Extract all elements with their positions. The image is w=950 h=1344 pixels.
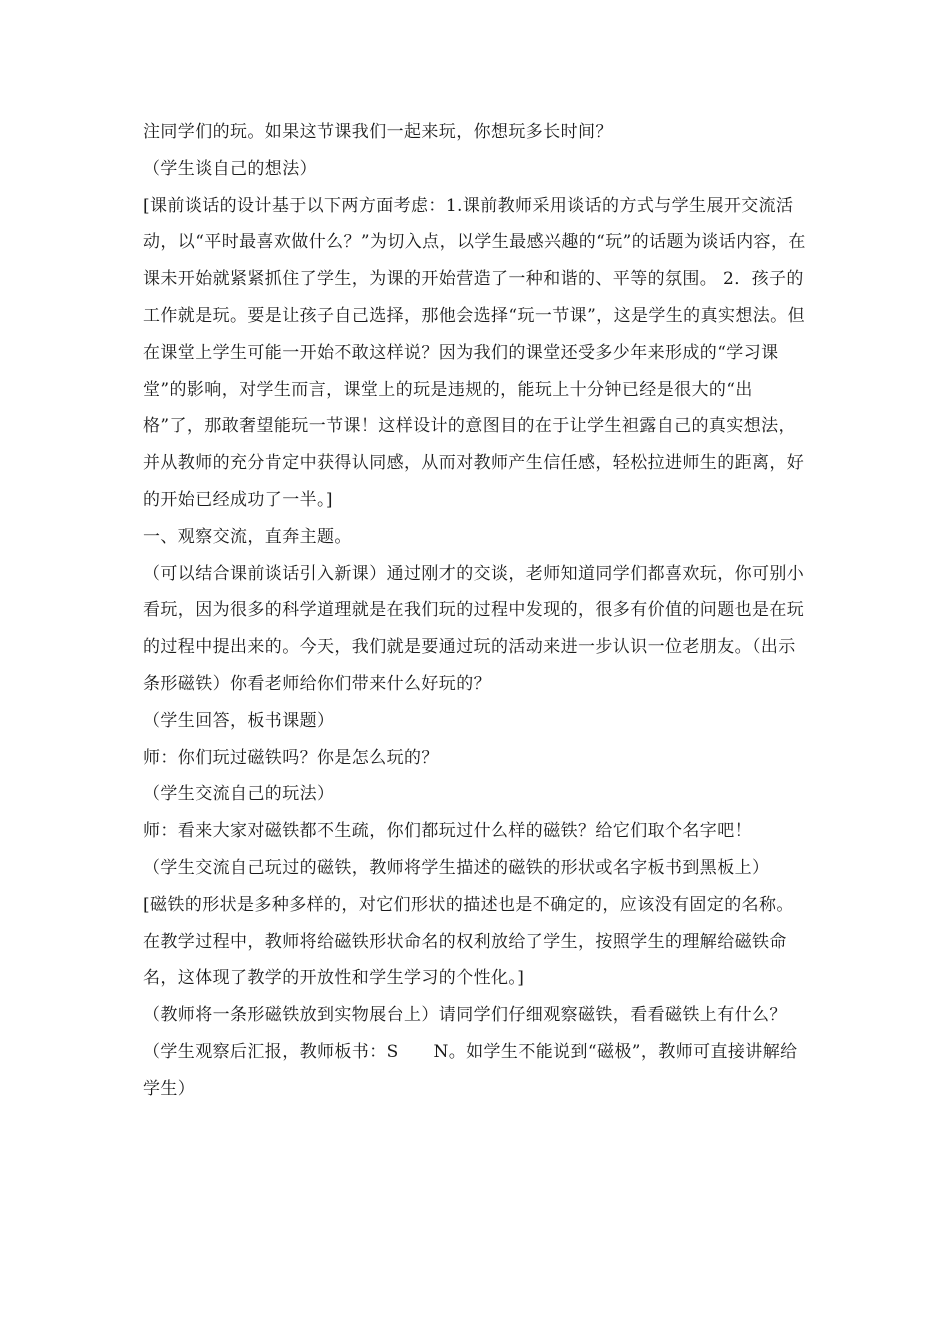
paragraph-teacher-question-1: 师：你们玩过磁铁吗？你是怎么玩的？ [143, 747, 439, 768]
section-heading-observe: 一、观察交流，直奔主题。 [143, 526, 352, 547]
paragraph-design-notes: [课前谈话的设计基于以下两方面考虑：1.课前教师采用谈话的方式与学生展开交流活动，以“平时最喜欢做什么？”为切入点，以学生最感兴趣的“玩”的话题为谈话内容，在课未开始就紧紧抓住了学生，为课的开始营造了一种和谐的、平等的氛围。 2．孩子的工作就是玩。要是让孩子自己选择，那他会选择“玩一节课”，这是学生的真实想法。但在课堂上学生可能一开始不敢这样说？因为我们的课堂还受多少年来形成的“学习课堂”的影响，对学生而言，课堂上的玩是违规的，能玩上十分钟已经是很大的“出格”了，那敢奢望能玩一节课！这样设计的意图目的在于让学生袒露自己的真实想法，并从教师的充分肯定中获得认同感，从而对教师产生信任感，轻松拉进师生的距离，好的开始已经成功了一半。] [143, 195, 806, 510]
paragraph-student-answer: （学生回答，板书课题） [143, 710, 335, 731]
paragraph-student-ideas: （学生谈自己的想法） [143, 158, 317, 179]
paragraph-student-magnets: （学生交流自己玩过的磁铁，教师将学生描述的磁铁的形状或名字板书到黑板上） [143, 857, 770, 878]
paragraph-intro-question: 注同学们的玩。如果这节课我们一起来玩，你想玩多长时间？ [143, 122, 613, 142]
paragraph-teacher-question-2: 师：看来大家对磁铁都不生疏，你们都玩过什么样的磁铁？给它们取个名字吧！ [143, 821, 752, 842]
paragraph-student-exchange: （学生交流自己的玩法） [143, 784, 335, 805]
paragraph-report-poles: （学生观察后汇报，教师板书：S N。如学生不能说到“磁极”，教师可直接讲解给学生） [143, 1041, 798, 1099]
paragraph-introduce-lesson: （可以结合课前谈话引入新课）通过刚才的交谈，老师知道同学们都喜欢玩，你可别小看玩，因为很多的科学道理就是在我们玩的过程中发现的，很多有价值的问题也是在玩的过程中提出来的。今天，我们就是要通过玩的活动来进一步认识一位老朋友。（出示条形磁铁）你看老师给你们带来什么好玩的？ [143, 563, 805, 694]
paragraph-observe-magnet: （教师将一条形磁铁放到实物展台上）请同学们仔细观察磁铁，看看磁铁上有什么？ [143, 1005, 787, 1026]
paragraph-magnet-shape-notes: [磁铁的形状是多种多样的，对它们形状的描述也是不确定的，应该没有固定的名称。在教学过程中，教师将给磁铁形状命名的权利放给了学生，按照学生的理解给磁铁命名，这体现了教学的开放性和学生学习的个性化。] [143, 894, 794, 989]
document-body [143, 114, 809, 1108]
